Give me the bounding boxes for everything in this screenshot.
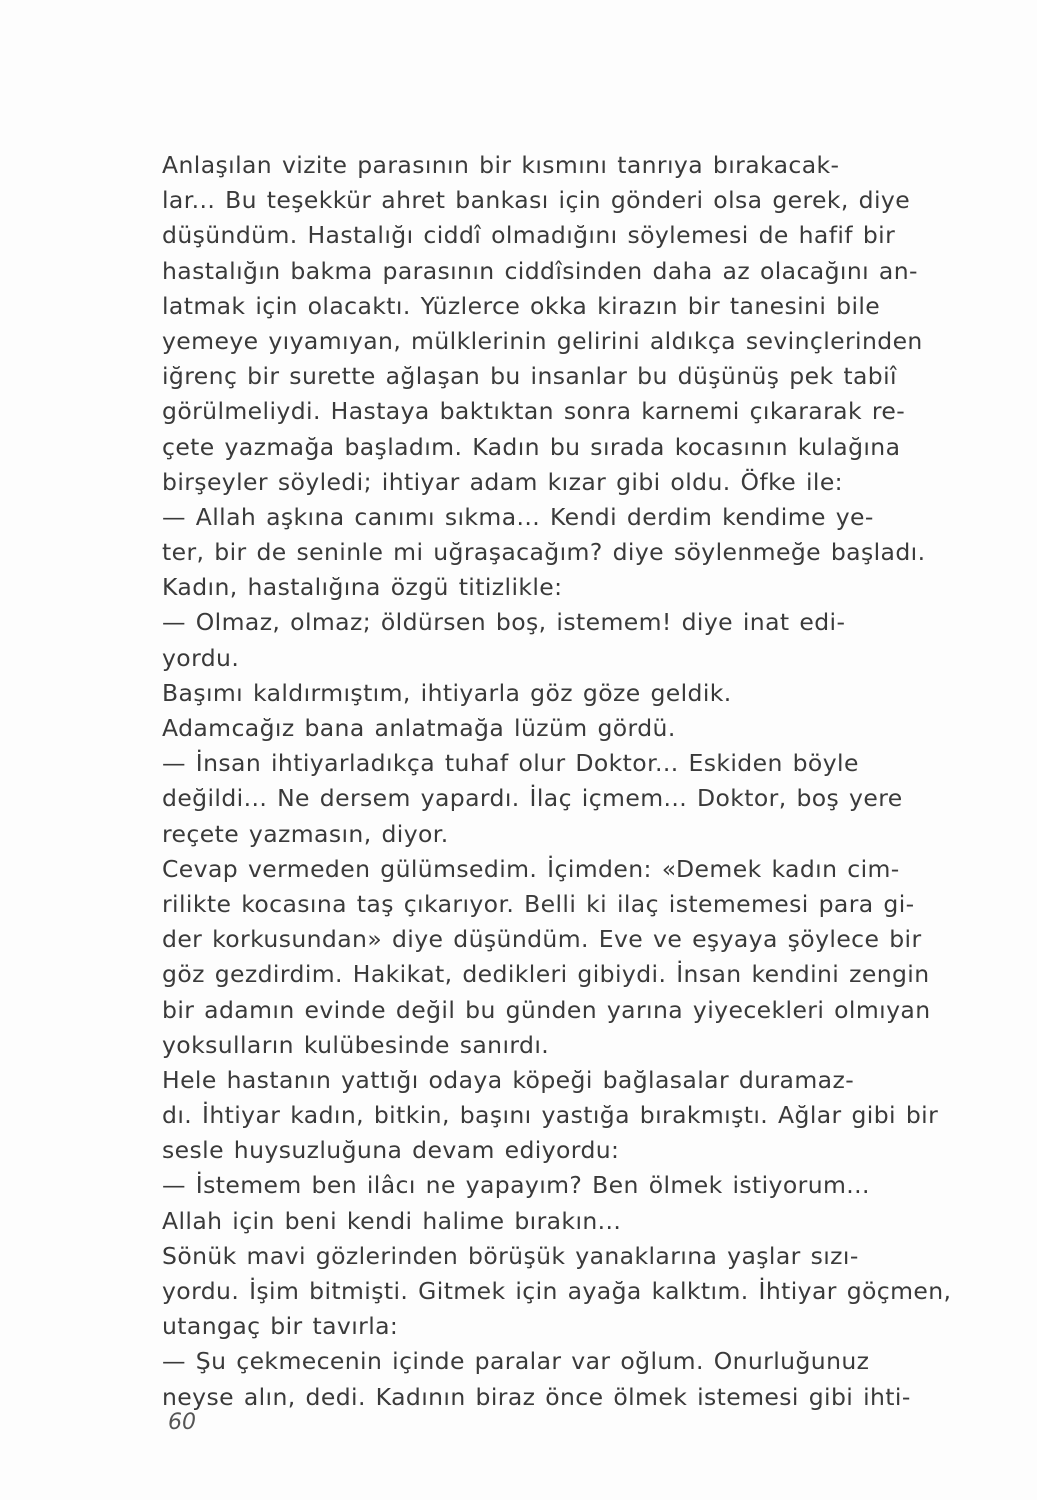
text-line: — İnsan ihtiyarladıkça tuhaf olur Doktor... Eskiden böyle <box>162 749 859 778</box>
text-line: ter, bir de seninle mi uğraşacağım? diye söylenmeğe başladı. <box>162 538 926 567</box>
text-line: yoksulların kulübesinde sanırdı. <box>162 1030 550 1059</box>
text-line: — İstemem ben ilâcı ne yapayım? Ben ölmek istiyorum... <box>162 1171 870 1200</box>
text-line: Hele hastanın yattığı odaya köpeği bağlasalar duramaz- <box>162 1065 855 1094</box>
text-line: utangaç bir tavırla: <box>162 1312 399 1341</box>
text-line: çete yazmağa başladım. Kadın bu sırada kocasının kulağına <box>162 432 901 461</box>
text-line: göz gezdirdim. Hakikat, dedikleri gibiydi. İnsan kendini zengin <box>162 960 930 989</box>
text-line: dı. İhtiyar kadın, bitkin, başını yastığa bırakmıştı. Ağlar gibi bir <box>162 1101 939 1130</box>
text-line: Cevap vermeden gülümsedim. İçimden: «Demek kadın cim- <box>162 854 900 883</box>
text-line: hastalığın bakma parasının ciddîsinden daha az olacağını an- <box>162 256 918 285</box>
page-number: 60 <box>168 1410 196 1435</box>
text-line: der korkusundan» diye düşündüm. Eve ve eşyaya şöylece bir <box>162 925 922 954</box>
text-line: Anlaşılan vizite parasının bir kısmını tanrıya bırakacak- <box>162 151 840 179</box>
text-line: Allah için beni kendi halime bırakın... <box>162 1206 622 1235</box>
text-line: lar... Bu teşekkür ahret bankası için gönderi olsa gerek, diye <box>162 186 911 215</box>
text-line: Başımı kaldırmıştım, ihtiyarla göz göze geldik. <box>162 678 732 707</box>
text-line: düşündüm. Hastalığı ciddî olmadığını söylemesi de hafif bir <box>162 221 896 250</box>
text-line: yordu. <box>162 643 240 672</box>
text-line: birşeyler söyledi; ihtiyar adam kızar gibi oldu. Öfke ile: <box>162 467 843 496</box>
text-line: iğrenç bir surette ağlaşan bu insanlar bu düşünüş pek tabiî <box>162 362 897 391</box>
text-line: Kadın, hastalığına özgü titizlikle: <box>162 573 563 602</box>
text-line: bir adamın evinde değil bu günden yarına yiyecekleri olmıyan <box>162 995 931 1024</box>
text-line: Adamcağız bana anlatmağa lüzüm gördü. <box>162 714 676 742</box>
body-text <box>162 148 997 1415</box>
text-line: rilikte kocasına taş çıkarıyor. Belli ki ilaç istememesi para gi- <box>162 889 915 918</box>
text-line: — Olmaz, olmaz; öldürsen boş, istemem! diye inat edi- <box>162 608 846 637</box>
text-line: reçete yazmasın, diyor. <box>162 819 449 848</box>
text-line: neyse alın, dedi. Kadının biraz önce ölmek istemesi gibi ihti- <box>162 1382 911 1411</box>
text-line: latmak için olacaktı. Yüzlerce okka kirazın bir tanesini bile <box>162 291 881 320</box>
text-line: Sönük mavi gözlerinden börüşük yanaklarına yaşlar sızı- <box>162 1241 859 1270</box>
text-line: değildi... Ne dersem yapardı. İlaç içmem... Doktor, boş yere <box>162 784 903 813</box>
text-line: — Şu çekmecenin içinde paralar var oğlum. Onurluğunuz <box>162 1347 870 1376</box>
text-line: yordu. İşim bitmişti. Gitmek için ayağa kalktım. İhtiyar göçmen, <box>162 1277 952 1305</box>
text-line: görülmeliydi. Hastaya baktıktan sonra karnemi çıkararak re- <box>162 397 906 426</box>
text-line: sesle huysuzluğuna devam ediyordu: <box>162 1136 620 1165</box>
text-line: yemeye yıyamıyan, mülklerinin gelirini aldıkça sevinçlerinden <box>162 326 923 355</box>
text-line: — Allah aşkına canımı sıkma... Kendi derdim kendime ye- <box>162 502 874 531</box>
